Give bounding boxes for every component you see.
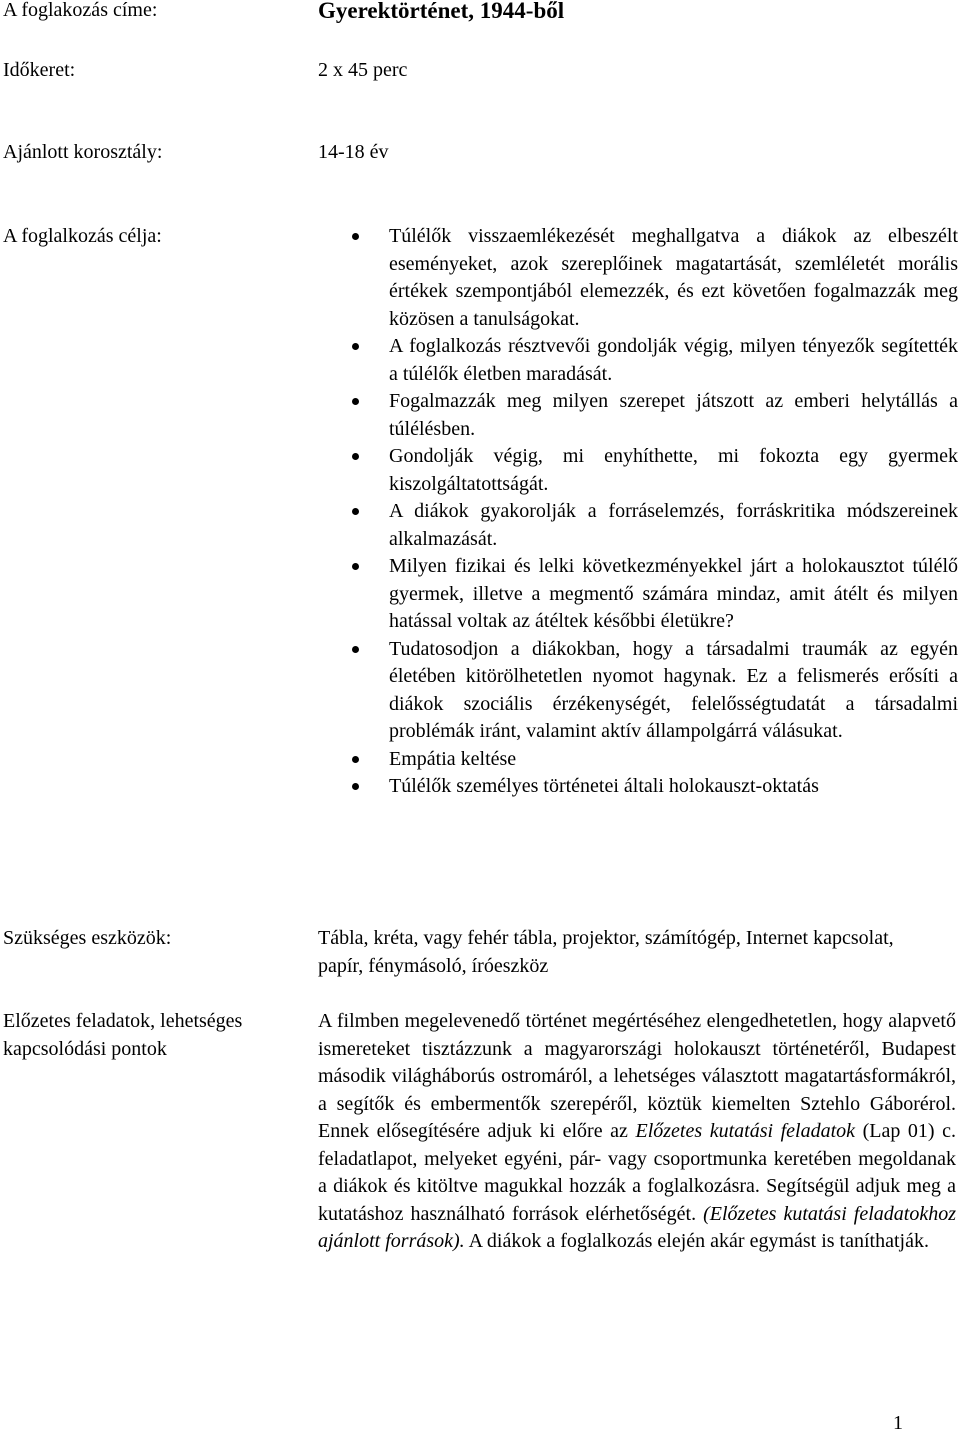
title-label: A foglakozás címe: [3, 0, 158, 21]
time-label: Időkeret: [3, 59, 76, 81]
tools-value: Tábla, kréta, vagy fehér tábla, projektor, számítógép, Internet kapcsolat, papír, fénymásoló, íróeszköz [318, 927, 894, 977]
page-title: Gyerektörténet, 1944-ből [318, 0, 565, 23]
age-value: 14-18 év [318, 141, 389, 163]
prep-text-part2: (Lap 01) c. feladatlapot, melyeket egyéni, pár- vagy csoportmunka keretében megoldanak a diákok és kitöltve magukkal hozzák a foglalkozásra. Segítségül adjuk meg a kutatáshoz használható források elérhetőségét. [318, 1120, 957, 1225]
prep-text-italic2: (Előzetes kutatási feladatokhoz ajánlott források). [318, 1202, 956, 1252]
goal-item: A diákok gyakorolják a forráselemzés, forráskritika módszereinek alkalmazását. [318, 498, 958, 553]
goal-item: Túlélők visszaemlékezését meghallgatva a diákok az elbeszélt eseményeket, azok szereplőinek magatartását, szemléletét morális értékek szempontjából elemezzék, és ezt követően fogalmazzák meg közösen a tanulságokat. [318, 223, 958, 333]
goal-item: A foglalkozás résztvevői gondolják végig, milyen tényezők segítették a túlélők életben maradását. [318, 333, 958, 388]
goal-item: Gondolják végig, mi enyhíthette, mi fokozta egy gyermek kiszolgáltatottságát. [318, 443, 958, 498]
goal-item: Tudatosodjon a diákokban, hogy a társadalmi traumák az egyén életében kitörölhetetlen nyomot hagynak. Ez a felismerés erősíti a diákok szociális érzékenységét, felelősségtudatát a társadalmi problémák iránt, valamint aktív állampolgárrá válásukat. [318, 636, 958, 746]
prep-text-italic1: Előzetes kutatási feladatok [635, 1120, 856, 1142]
goal-label: A foglalkozás célja: [3, 225, 162, 247]
time-value: 2 x 45 perc [318, 59, 408, 81]
goal-item: Fogalmazzák meg milyen szerepet játszott az emberi helytállás a túlélésben. [318, 388, 958, 443]
age-label: Ajánlott korosztály: [3, 141, 163, 163]
goal-list [318, 223, 958, 801]
goal-item: Túlélők személyes történetei általi holokauszt-oktatás [318, 773, 958, 801]
page-number: 1 [893, 1412, 903, 1434]
goal-item: Milyen fizikai és lelki következményekkel járt a holokausztot túlélő gyermek, illetve a megmentő számára mindaz, amit átélt és milyen hatással voltak az átéltek későbbi életükre? [318, 553, 958, 636]
tools-label: Szükséges eszközök: [3, 927, 172, 949]
prep-paragraph [318, 1008, 956, 1256]
prep-text-part3: A diákok a foglalkozás elején akár egymást is taníthatják. [464, 1230, 929, 1252]
prep-text-part1: A filmben megelevenedő történet megértéséhez elengedhetetlen, hogy alapvető ismereteket tisztázzunk a magyarországi holokauszt történetéről, Budapest második világháborús ostromáról, a lehetséges választott magatartásformákról, a segítők és embermentők szerepéről, köztük kiemelten Sztehlo Gáborérol. Ennek elősegítésére adjuk ki előre az [318, 1010, 956, 1142]
goal-item: Empátia keltése [318, 746, 958, 774]
prep-label: Előzetes feladatok, lehetséges kapcsolódási pontok [3, 1010, 243, 1060]
